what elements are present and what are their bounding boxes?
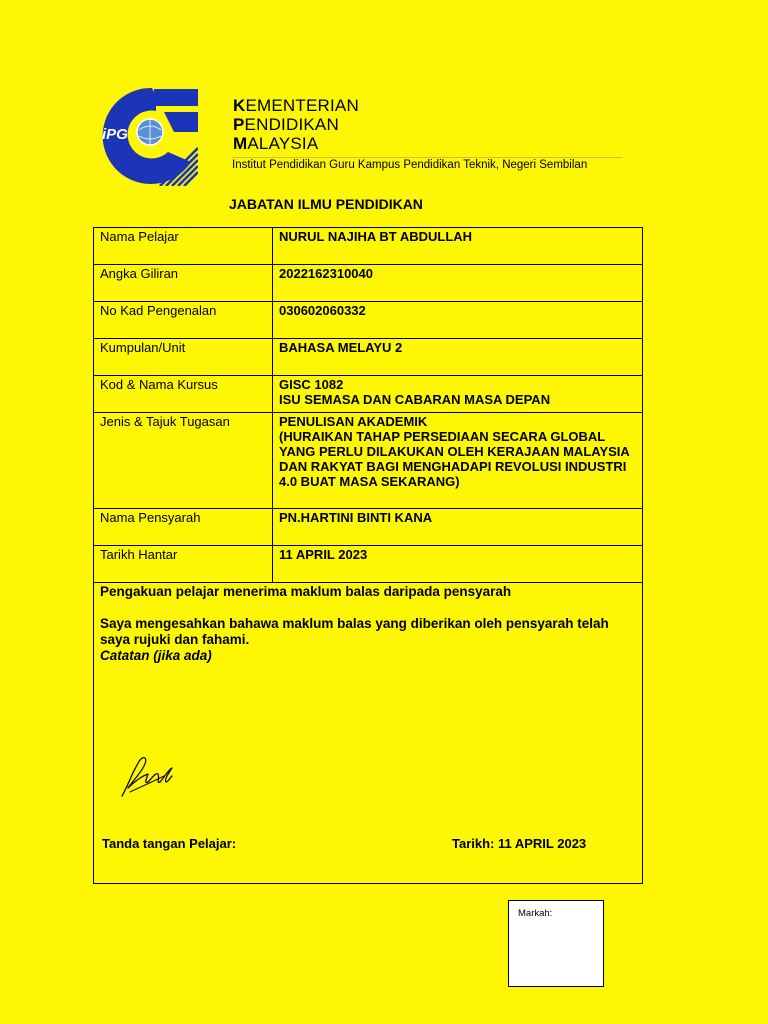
assignment-title: (HURAIKAN TAHAP PERSEDIAAN SECARA GLOBAL YANG PERLU DILAKUKAN OLEH KERAJAAN MALAYSIA DAN RAKYAT BAGI MENGHADAPI REVOLUSI INDUSTRI 4.0 BUAT MASA SEKARANG) xyxy=(279,429,630,489)
row-value: 11 APRIL 2023 xyxy=(273,546,643,583)
declaration-cell xyxy=(94,583,643,884)
department-title: JABATAN ILMU PENDIDIKAN xyxy=(229,196,423,212)
row-label: Tarikh Hantar xyxy=(94,546,273,583)
row-label: Jenis & Tajuk Tugasan xyxy=(94,413,273,509)
table-row xyxy=(94,546,643,583)
declaration-row xyxy=(94,583,643,884)
signature-icon xyxy=(118,752,174,800)
table-row xyxy=(94,265,643,302)
row-value: PN.HARTINI BINTI KANA xyxy=(273,509,643,546)
declaration-heading: Pengakuan pelajar menerima maklum balas daripada pensyarah xyxy=(100,584,512,599)
table-row xyxy=(94,376,643,413)
row-value xyxy=(273,413,643,509)
table-row xyxy=(94,302,643,339)
row-value: NURUL NAJIHA BT ABDULLAH xyxy=(273,228,643,265)
ipg-logo-icon xyxy=(94,86,198,186)
svg-text:iPG: iPG xyxy=(102,126,128,143)
row-label: Nama Pensyarah xyxy=(94,509,273,546)
table-row xyxy=(94,228,643,265)
date-label: Tarikh: 11 APRIL 2023 xyxy=(452,836,587,851)
declaration-statement: Saya mengesahkan bahawa maklum balas yang diberikan oleh pensyarah telah saya rujuki dan fahami. xyxy=(100,616,609,647)
row-label: Angka Giliran xyxy=(94,265,273,302)
row-label: Kumpulan/Unit xyxy=(94,339,273,376)
course-code: GISC 1082 xyxy=(279,377,344,392)
row-value: 2022162310040 xyxy=(273,265,643,302)
course-name: ISU SEMASA DAN CABARAN MASA DEPAN xyxy=(279,392,551,407)
row-label: Kod & Nama Kursus xyxy=(94,376,273,413)
table-row xyxy=(94,413,643,509)
row-label: Nama Pelajar xyxy=(94,228,273,265)
institute-name: Institut Pendidikan Guru Kampus Pendidikan Teknik, Negeri Sembilan xyxy=(232,157,622,171)
declaration-note: Catatan (jika ada) xyxy=(100,648,212,663)
ministry-line-3: MALAYSIA xyxy=(233,134,319,153)
ministry-name xyxy=(233,96,359,153)
markah-label: Markah: xyxy=(518,908,553,919)
assignment-type: PENULISAN AKADEMIK xyxy=(279,414,428,429)
markah-box xyxy=(508,900,604,987)
row-label: No Kad Pengenalan xyxy=(94,302,273,339)
row-value xyxy=(273,376,643,413)
row-value: BAHASA MELAYU 2 xyxy=(273,339,643,376)
table-row xyxy=(94,339,643,376)
ministry-line-2: PENDIDIKAN xyxy=(233,115,339,134)
ministry-line-1: KEMENTERIAN xyxy=(233,96,359,115)
row-value: 030602060332 xyxy=(273,302,643,339)
signature-label: Tanda tangan Pelajar: xyxy=(102,836,237,851)
student-info-table xyxy=(93,227,643,884)
table-row xyxy=(94,509,643,546)
